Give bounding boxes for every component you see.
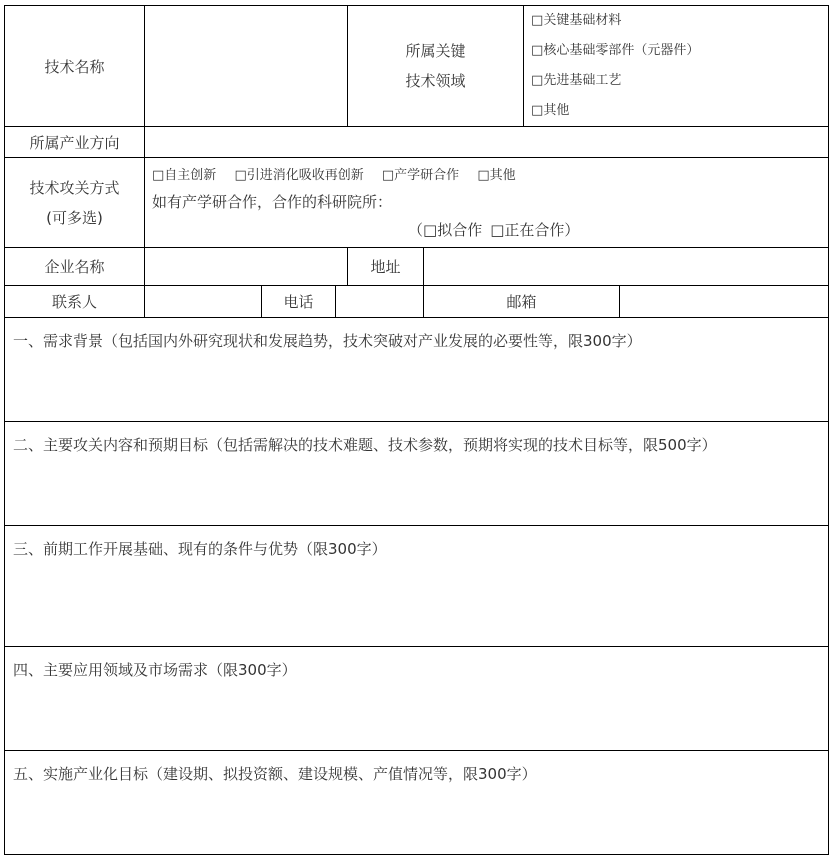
contact-field[interactable] bbox=[145, 286, 262, 318]
section-industrialization[interactable]: 五、实施产业化目标（建设期、拟投资额、建设规模、产值情况等，限300字） bbox=[5, 751, 829, 855]
section-goals[interactable]: 二、主要攻关内容和预期目标（包括需解决的技术难题、技术参数，预期将实现的技术目标等，限500字） bbox=[5, 422, 829, 526]
phone-field[interactable] bbox=[336, 286, 424, 318]
checkbox-option-components[interactable]: □核心基础零部件（元器件） bbox=[531, 43, 700, 58]
key-field-options bbox=[524, 6, 829, 127]
key-field-label-line1: 所属关键 bbox=[405, 42, 466, 60]
status-option-planned[interactable]: □拟合作 bbox=[423, 221, 483, 239]
cooperation-status bbox=[145, 213, 828, 241]
method-option-independent[interactable]: □自主创新 bbox=[152, 168, 217, 183]
method-options bbox=[145, 158, 828, 186]
key-field-label-line2: 技术领域 bbox=[405, 72, 466, 90]
method-option-cooperation[interactable]: □产学研合作 bbox=[381, 168, 460, 183]
method-option-other[interactable]: □其他 bbox=[477, 168, 516, 183]
tech-demand-form bbox=[4, 5, 829, 855]
checkbox-option-other[interactable]: □其他 bbox=[531, 103, 570, 118]
partner-prompt: 如有产学研合作，合作的科研院所： bbox=[152, 193, 393, 211]
email-label: 邮箱 bbox=[424, 286, 620, 318]
status-close-paren: ） bbox=[564, 221, 580, 239]
company-name-label: 企业名称 bbox=[5, 248, 145, 286]
method-option-introduce[interactable]: □引进消化吸收再创新 bbox=[234, 168, 364, 183]
status-option-ongoing[interactable]: □正在合作 bbox=[490, 221, 565, 239]
checkbox-option-materials[interactable]: □关键基础材料 bbox=[531, 13, 622, 28]
industry-direction-field[interactable] bbox=[145, 127, 829, 158]
address-label: 地址 bbox=[348, 248, 424, 286]
contact-label: 联系人 bbox=[5, 286, 145, 318]
phone-label: 电话 bbox=[262, 286, 336, 318]
address-field[interactable] bbox=[424, 248, 829, 286]
method-field bbox=[145, 158, 829, 248]
method-label-line2: (可多选) bbox=[46, 208, 103, 227]
tech-name-label: 技术名称 bbox=[5, 6, 145, 127]
email-field[interactable] bbox=[620, 286, 829, 318]
checkbox-option-process[interactable]: □先进基础工艺 bbox=[531, 73, 622, 88]
tech-name-field[interactable] bbox=[145, 6, 348, 127]
section-applications[interactable]: 四、主要应用领域及市场需求（限300字） bbox=[5, 647, 829, 751]
industry-direction-label: 所属产业方向 bbox=[5, 127, 145, 158]
section-background[interactable]: 一、需求背景（包括国内外研究现状和发展趋势，技术突破对产业发展的必要性等，限300字） bbox=[5, 318, 829, 422]
status-open-paren: （ bbox=[408, 221, 424, 239]
method-label bbox=[5, 158, 145, 248]
key-field-label bbox=[348, 6, 524, 127]
section-foundation[interactable]: 三、前期工作开展基础、现有的条件与优势（限300字） bbox=[5, 526, 829, 647]
company-name-field[interactable] bbox=[145, 248, 348, 286]
method-label-line1: 技术攻关方式 bbox=[29, 178, 120, 197]
